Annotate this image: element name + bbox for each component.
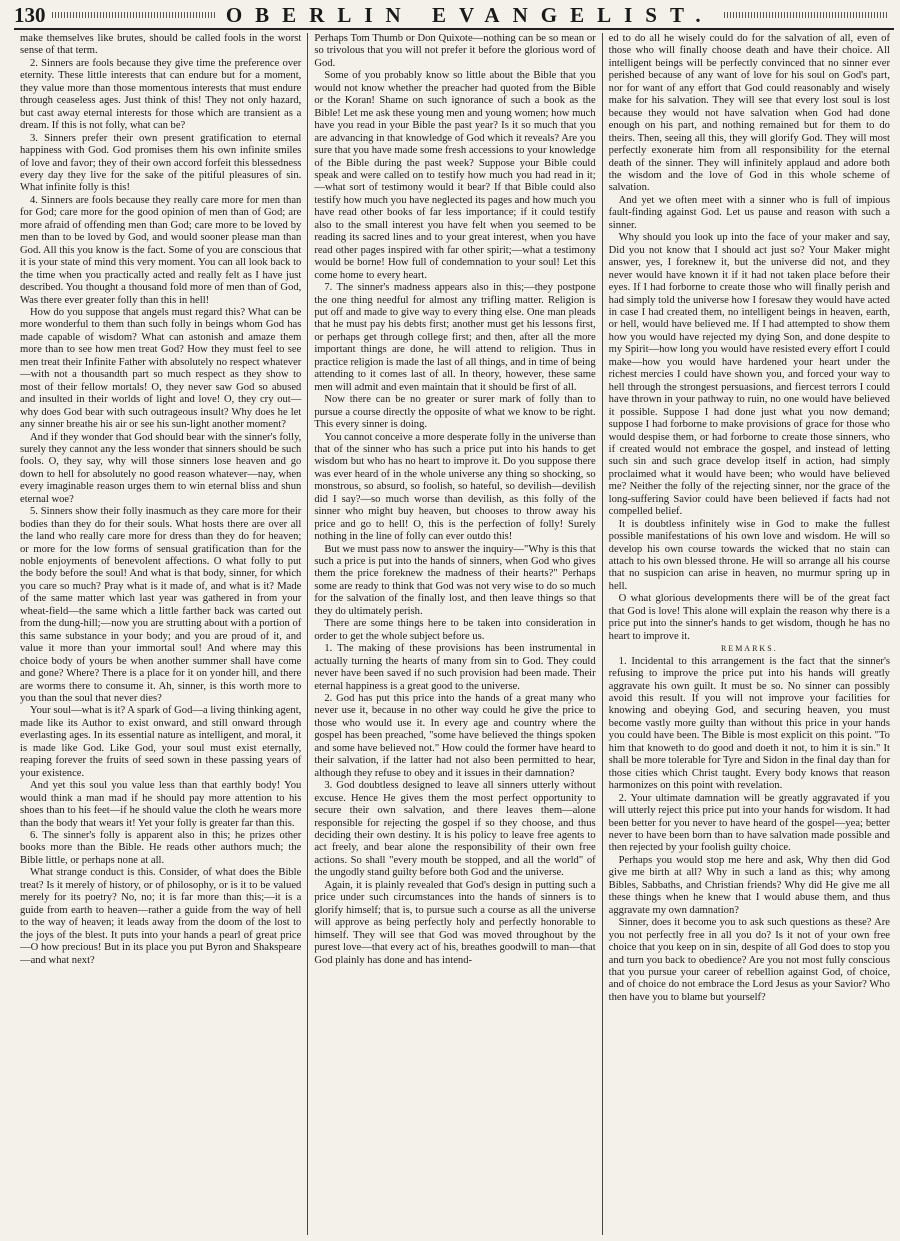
paragraph: How do you suppose that angels must regard this? What can be more wonderful to them than such folly in beings whom God has made capable of wisdom? What can astonish and amaze them more than to see how men treat God? How they must feel to see men treat their Infinite Father with absolutely no respect whatever—with not a thousandth part so much respect as they show to most of their fellow mortals! O, they never saw God so abused and insulted in their worlds of light and love! O, they cry out—why does God bear with such outrageous insult? Why does he let any sinner breathe his air or see his sun-light another moment? bbox=[20, 306, 302, 431]
page-number: 130 bbox=[14, 2, 46, 27]
header-rule-right bbox=[724, 12, 888, 18]
column-2 bbox=[307, 33, 601, 1235]
paragraph: There are some things here to be taken into consideration in order to get the whole subject before us. bbox=[314, 618, 596, 642]
header-rule-left bbox=[52, 12, 216, 18]
paragraph: 2. God has put this price into the hands of a great many who never use it, because in no other way could he give the price to those who would use it. In every age and country where the gospel has been preached, "some have believed the things spoken and some have believed not." How could the former have heard to their salvation, if the latter had not also been permitted to hear, although they refuse to obey and it issues in their damnation? bbox=[314, 693, 596, 779]
paragraph: 3. Sinners prefer their own present gratification to eternal happiness with God. God promises them his own infinite smiles of love and favor; they of their own accord forfeit this blessedness every day they live for the sake of the pitiful pleasures of sin. What infinite folly is this! bbox=[20, 132, 302, 194]
paragraph: 1. Incidental to this arrangement is the fact that the sinner's refusing to improve the price put into his hands will greatly aggravate his own guilt. It must be so. No sinner can possibly avoid this result. If you will not improve your facilities for knowing and obeying God, and securing heaven, you must become vastly more guilty than without this price in your hands you could have been. The Bible is most explicit on this point. "To him that knoweth to do good and doeth it not, to him it is sin." It shall be more tolerable for Tyre and Sidon in the final day than for those cities which Christ taught. Every body knows that reason harmonizes on this point with revelation. bbox=[608, 655, 890, 792]
paragraph: Again, it is plainly revealed that God's design in putting such a price under such circumstances into the hands of sinners is to glorify himself; that is, to pursue such a course as all the universe will approve as being perfectly holy and perfectly honorable to himself. They will see that God was moved throughout by the purest love—that every act of his, breathes goodwill to man—that God plainly has done and has intend- bbox=[314, 879, 596, 966]
paragraph: 5. Sinners show their folly inasmuch as they care more for their bodies than they do for their souls. What hosts there are over all the land who really care more for dress than they do for heaven; or more for the low forms of sensual gratification than for the noble enjoyments of benevolent affections. O what folly to put the body before the soul! And what is that body, sinner, for which you care so much? Pray what is it made of, and what is it? Made of the same matter which last year was gathered in from your wheat-field—the same which a little farther back was carted out from the dung-hill;—now you are strutting about with a portion of this same substance in your body; and you are proud of it, and value it more than your immortal soul! And where may this choice body of yours be when another summer shall have come and gone? Where? There is a place for it on yonder hill, and there are worms there to consume it. Ah, sinner, is this worth more to you than the soul that never dies? bbox=[20, 506, 302, 705]
masthead-title: OBERLIN EVANGELIST. bbox=[225, 2, 714, 27]
paragraph: 2. Sinners are fools because they give time the preference over eternity. These little interests that can endure but for a moment, they value more than those momentous interests that must endure through ceaseless ages. Just think of this! They not only hazard, but cast away eternal interests for those which are transient as a dream. If this is not folly, what can be? bbox=[20, 57, 302, 132]
paragraph: And yet we often meet with a sinner who is full of impious fault-finding against God. Let us pause and reason with such a sinner. bbox=[608, 194, 890, 231]
paragraph: Sinner, does it become you to ask such questions as these? Are you not perfectly free in all you do? Is it not of your own free choice that you keep on in sin, despite of all God does to stop you and turn you back to obedience? Are you not most fully conscious that you pursue your career of rebellion against God, of choice, and of choice do not embrace the Lord Jesus as your Savior? Who then have you to blame but yourself? bbox=[608, 917, 890, 1003]
paragraph: 3. God doubtless designed to leave all sinners utterly without excuse. Hence He gives them the most perfect opportunity to secure their own salvation, and there leaves them—alone responsible for rejecting the gospel if so they choose, and thus deciding their own destiny. It is his policy to leave free agents to act freely, and bear alone the responsibility of their own free actions. So shall "every mouth be stopped, and all the world" of the ungodly stand guilty before both God and the universe. bbox=[314, 780, 596, 879]
paragraph: 4. Sinners are fools because they really care more for men than for God; care more for the good opinion of men than of God; are more afraid of offending men than God; care more to be loved by men than to be loved by God, and would sooner please man than God. All this you know is the fact. Some of you are conscious that it is your state of mind this very moment. You can all look back to the time when you practically acted and really felt as I have just described. You thought a thousand fold more of men than of God, Was there ever greater folly than this in hell! bbox=[20, 194, 302, 306]
paragraph: 7. The sinner's madness appears also in this;—they postpone the one thing needful for almost any trifling matter. Religion is put off and made to give way to every thing else. One man pleads that he must pay his debts first; another must get his lessons first, or perhaps get through college first; and then, after all the more important things are done, he will attend to religion. Thus in practice religion is made the last of all things, and in time of being attending to it comes last of all. In theory, however, these same men will admit and even maintain that it should be first of all. bbox=[314, 282, 596, 393]
paragraph: Perhaps Tom Thumb or Don Quixote—nothing can be so mean or so trivolous that you will not prefer it before the glorious word of God. bbox=[314, 33, 596, 69]
paragraph: Perhaps you would stop me here and ask, Why then did God give me birth at all? Why in such a land as this; why among Bibles, Sabbaths, and Christian friends? Why did He give me all these things when he knew that I would abuse them, and thus aggravate my own damnation? bbox=[608, 854, 890, 916]
paragraph: Now there can be no greater or surer mark of folly than to pursue a course directly the opposite of what we know to be right. This every sinner is doing. bbox=[314, 394, 596, 431]
article-columns bbox=[14, 33, 896, 1235]
paragraph: O what glorious developments there will be of the great fact that God is love! This alone will explain the reason why there is a price put into the sinner's hands to get wisdom, though he has no heart to improve it. bbox=[608, 593, 890, 642]
paragraph: You cannot conceive a more desperate folly in the universe than that of the sinner who has such a price put into his hands to get wisdom but who has no heart to improve it. Do you suppose there was ever heard of in the whole universe any thing so shocking, so monstrous, so absurd, so foolish, so hateful, so devilish—devilish did I say?—so much worse than devilish, as this folly of the sinner who might buy heaven, but chooses to throw away his price and go to hell! O, this is the perfection of folly! Surely nothing in the line of folly can ever outdo this! bbox=[314, 431, 596, 543]
page-header bbox=[14, 2, 894, 30]
paragraph: But we must pass now to answer the inquiry—"Why is this that such a price is put into the hands of sinners, when God who gives them the price foreknew the madness of their hearts?" Perhaps some are ready to think that God was not very wise to do so much for the salvation of the finally lost, and then leave things so that they do ultimately perish. bbox=[314, 543, 596, 617]
column-3 bbox=[602, 33, 896, 1235]
paragraph: make themselves like brutes, should be called fools in the worst sense of that term. bbox=[20, 33, 302, 57]
remarks-heading: REMARKS. bbox=[720, 644, 778, 654]
paragraph: 2. Your ultimate damnation will be greatly aggravated if you will utterly reject this price put into your hands for wisdom. It had been better for you never to have heard of the gospel—yea; better never to have been born than to have salvation made possible and then rejected by your foolish guilty choice. bbox=[608, 792, 890, 854]
paragraph: Some of you probably know so little about the Bible that you would not know whether the preacher had quoted from the Bible or the Koran! Shame on such ignorance of such a book as the Bible! Let me ask these young men and young women; how much have you read in your Bible the past year? Is it so much that you are advancing in that knowledge of God which it reveals? Are you sure that you have made some fresh accessions to your knowledge of the Bible during the past week? Suppose your Bible could speak and were called on to testify how much you had read in it;—what sort of testimony would it bear? If that Bible could also testify how much you have neglected its pages and how much you have read other books of far less importance; if it could testify also to the small interest you have felt when you seemed to be reading its sacred lines and to your great interest, when you have read other pages inspired with far other spirit;—what a testimony would be borne! How full of condemnation to your soul! Let this come home to every heart. bbox=[314, 70, 596, 281]
paragraph: Your soul—what is it? A spark of God—a living thinking agent, made like its Author to exist onward, and still onward through everlasting ages. In its essential nature as intelligent, and moral, it is made like God. Like God, your soul must exist eternally, reaping forever the fruits of seed sown in these passing years of your existence. bbox=[20, 705, 302, 779]
paragraph: What strange conduct is this. Consider, of what does the Bible treat? Is it merely of history, or of philosophy, or is it to be valued merely for its poetry? No, no; it is far more than this;—it is a guide from earth to heaven—rather a guide from the way of hell to the way of heaven; it leads away from the doom of the lost to the joys of the blest. It puts into your hands a pearl of great price—O how precious! But in its place you put Byron and Shakspeare—and what next? bbox=[20, 867, 302, 966]
paragraph: ed to do all he wisely could do for the salvation of all, even of those who will finally choose death and have their choice. All intelligent beings will be perfectly convinced that no sinner ever perished because of any want of love for his soul on God's part, nor for want of any effort that God could reasonably and wisely make for his salvation. They will see that every lost soul is lost because they would not have salvation when God had done enough on his part, and nothing remained but for them to do theirs. Then, seeing all this, they will glorify God. They will most perfectly exonerate him from all responsibility for the eternal death of the sinner. They will infinitely applaud and adore both the wisdom and the love of God in this whole scheme of salvation. bbox=[608, 33, 890, 194]
paragraph: And yet this soul you value less than that earthly body! You would think a man mad if he should pay more attention to his shoes than to his feet—if he should value the cloth he wears more than the body that wears it! Yet your folly is greater far than this. bbox=[20, 780, 302, 829]
paragraph: Why should you look up into the face of your maker and say, Did you not know that I should act just so? Your Maker might answer, yes, I foreknew it, but the universe did not, and they never would have known it if it had not taken place before their eyes. If I had forborne to create those who will finally perish and had simply told the universe how I foresaw they would have acted in case I had created them, no intelligent beings in heaven, earth, or hell, would have believed me. If I had attempted to show them how you would have rejected my dying Son, and done despite to my Spirit—how long you would have resisted every effort I could make—how you would have hardened your heart under the richest mercies I could have shown you, and forced your way to hell through the strongest persuasions, and fiercest terrors I could have thrown in your pathway to ruin, no one would have believed it possible. Suppose I had done just what you now demand; suppose I had forborne to make provisions of grace for those who would despise them, or had forborne to create those sinners, who if created would not embrace the gospel, and instead of letting such sin and such grace develop itself in action, had simply proclaimed what it would have been; who would have believed me? Neither the folly of the rejecting sinner, nor the grace of the long-suffering Savior could have been believed if facts had not compelled belief. bbox=[608, 232, 890, 518]
paragraph: 6. The sinner's folly is apparent also in this; he prizes other books more than the Bible. He reads other authors much; the Bible little, or perhaps none at all. bbox=[20, 830, 302, 866]
paragraph: 1. The making of these provisions has been instrumental in actually turning the hearts of many from sin to God. They could never have been saved if no such provision had been made. Their eternal happiness is a great good to the universe. bbox=[314, 643, 596, 692]
paragraph: And if they wonder that God should bear with the sinner's folly, surely they cannot any the less wonder that sinners should be such fools. O, they say, why will those sinners lose heaven and go down to hell for absolutely no good reason whatever—nay, when every imaginable reason urges them to win eternal bliss and shun eternal woe? bbox=[20, 431, 302, 505]
paragraph: It is doubtless infinitely wise in God to make the fullest possible manifestations of his own love and wisdom. He will so develop his own course towards the wicked that no stain can attach to his own blessed throne. He will so arrange all his course that no suspicion can arise in heaven, no murmur spring up in hell. bbox=[608, 518, 890, 592]
column-1 bbox=[14, 33, 307, 1235]
